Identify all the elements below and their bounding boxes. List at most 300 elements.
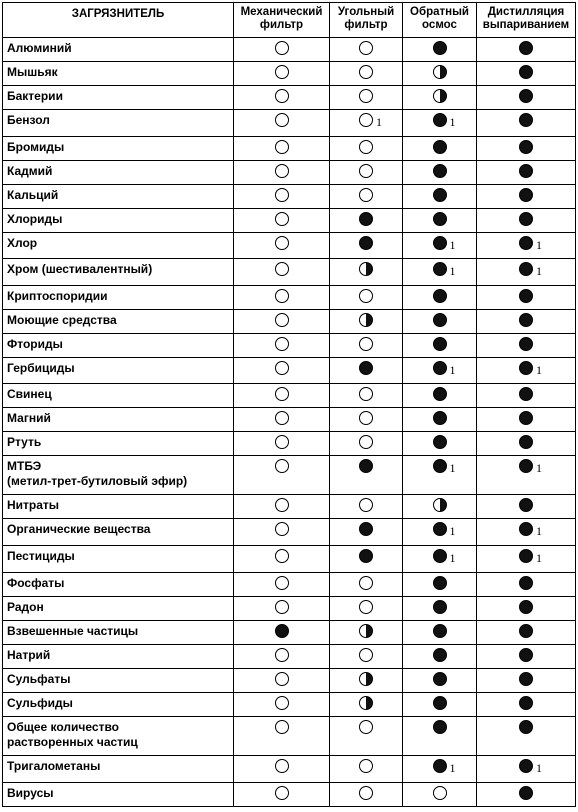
table-row xyxy=(3,756,576,783)
filled-circle-icon xyxy=(519,600,533,614)
rating-mark xyxy=(519,759,542,775)
rating-mark xyxy=(433,188,447,202)
rating-mark xyxy=(275,672,289,686)
cell-mechanical-filter xyxy=(234,432,330,456)
cell-reverse-osmosis xyxy=(403,161,477,185)
empty-circle-icon xyxy=(359,89,373,103)
filled-circle-icon xyxy=(433,188,447,202)
cell-mechanical-filter xyxy=(234,546,330,573)
filled-circle-icon xyxy=(519,212,533,226)
rating-mark xyxy=(359,361,373,375)
contaminant-name: Гербициды xyxy=(3,358,234,384)
half-filled-circle-icon xyxy=(359,262,373,276)
cell-reverse-osmosis xyxy=(403,86,477,110)
table-row xyxy=(3,310,576,334)
filled-circle-icon xyxy=(433,459,447,473)
filled-circle-icon xyxy=(519,435,533,449)
cell-reverse-osmosis xyxy=(403,717,477,756)
empty-circle-icon xyxy=(359,164,373,178)
table-row xyxy=(3,669,576,693)
empty-circle-icon xyxy=(275,65,289,79)
cell-reverse-osmosis xyxy=(403,783,477,807)
header-reverse-osmosis: Обратный осмос xyxy=(403,3,477,38)
filled-circle-icon xyxy=(433,289,447,303)
rating-mark xyxy=(359,600,373,614)
rating-mark xyxy=(519,576,533,590)
rating-mark xyxy=(433,411,447,425)
cell-distillation xyxy=(477,756,576,783)
rating-mark xyxy=(519,337,533,351)
rating-mark xyxy=(519,411,533,425)
cell-distillation xyxy=(477,717,576,756)
rating-mark xyxy=(519,140,533,154)
cell-distillation xyxy=(477,621,576,645)
cell-mechanical-filter xyxy=(234,495,330,519)
filled-circle-icon xyxy=(433,411,447,425)
contaminant-name: МТБЭ (метил-трет-бутиловый эфир) xyxy=(3,456,234,495)
cell-carbon-filter xyxy=(330,86,403,110)
cell-carbon-filter xyxy=(330,62,403,86)
contaminant-name: Взвешенные частицы xyxy=(3,621,234,645)
rating-mark xyxy=(433,648,447,662)
rating-mark xyxy=(433,337,447,351)
cell-distillation xyxy=(477,495,576,519)
empty-circle-icon xyxy=(275,387,289,401)
rating-mark xyxy=(433,498,447,512)
footnote-marker: 1 xyxy=(536,264,542,278)
filled-circle-icon xyxy=(433,313,447,327)
cell-distillation xyxy=(477,783,576,807)
cell-carbon-filter xyxy=(330,597,403,621)
empty-circle-icon xyxy=(275,313,289,327)
filled-circle-icon xyxy=(519,411,533,425)
empty-circle-icon xyxy=(359,188,373,202)
cell-reverse-osmosis xyxy=(403,310,477,334)
cell-mechanical-filter xyxy=(234,384,330,408)
footnote-marker: 1 xyxy=(449,461,456,475)
rating-mark xyxy=(433,164,447,178)
empty-circle-icon xyxy=(275,361,289,375)
rating-mark xyxy=(433,435,447,449)
contaminant-name: Нитраты xyxy=(3,495,234,519)
rating-mark xyxy=(275,65,289,79)
filled-circle-icon xyxy=(519,188,533,202)
rating-mark xyxy=(275,337,289,351)
rating-mark xyxy=(433,41,447,55)
cell-reverse-osmosis xyxy=(403,110,477,137)
cell-mechanical-filter xyxy=(234,783,330,807)
table-row xyxy=(3,621,576,645)
table-row xyxy=(3,334,576,358)
table-row xyxy=(3,137,576,161)
table-row xyxy=(3,110,576,137)
footnote-marker: 1 xyxy=(449,551,456,565)
cell-distillation xyxy=(477,597,576,621)
filled-circle-icon xyxy=(433,648,447,662)
cell-reverse-osmosis xyxy=(403,384,477,408)
cell-carbon-filter xyxy=(330,546,403,573)
cell-carbon-filter xyxy=(330,669,403,693)
cell-carbon-filter xyxy=(330,621,403,645)
empty-circle-icon xyxy=(275,236,289,250)
cell-mechanical-filter xyxy=(234,573,330,597)
rating-mark xyxy=(433,65,447,79)
cell-carbon-filter xyxy=(330,456,403,495)
empty-circle-icon xyxy=(359,113,373,127)
contaminant-name: Общее количество растворенных частиц xyxy=(3,717,234,756)
cell-distillation xyxy=(477,110,576,137)
header-distillation: Дистилляция выпариванием xyxy=(477,3,576,38)
filled-circle-icon xyxy=(519,459,533,473)
rating-mark xyxy=(519,262,542,278)
filled-circle-icon xyxy=(433,41,447,55)
filled-circle-icon xyxy=(519,672,533,686)
rating-mark xyxy=(359,549,373,563)
table-row xyxy=(3,495,576,519)
cell-carbon-filter xyxy=(330,519,403,546)
rating-mark xyxy=(519,387,533,401)
rating-mark xyxy=(275,41,289,55)
empty-circle-icon xyxy=(275,720,289,734)
rating-mark xyxy=(519,361,542,377)
cell-distillation xyxy=(477,62,576,86)
empty-circle-icon xyxy=(359,435,373,449)
table-row xyxy=(3,209,576,233)
filled-circle-icon xyxy=(433,262,447,276)
rating-mark xyxy=(275,212,289,226)
cell-reverse-osmosis xyxy=(403,621,477,645)
footnote-marker: 1 xyxy=(536,461,542,475)
rating-mark xyxy=(359,89,373,103)
filled-circle-icon xyxy=(359,212,373,226)
rating-mark xyxy=(275,89,289,103)
rating-mark xyxy=(275,720,289,734)
rating-mark xyxy=(359,720,373,734)
filled-circle-icon xyxy=(359,522,373,536)
rating-mark xyxy=(433,786,447,800)
footnote-marker: 1 xyxy=(536,238,542,252)
empty-circle-icon xyxy=(359,411,373,425)
empty-circle-icon xyxy=(359,759,373,773)
cell-reverse-osmosis xyxy=(403,645,477,669)
filled-circle-icon xyxy=(433,549,447,563)
table-row xyxy=(3,717,576,756)
cell-distillation xyxy=(477,408,576,432)
cell-reverse-osmosis xyxy=(403,233,477,259)
contaminant-filter-table xyxy=(2,2,576,807)
cell-distillation xyxy=(477,161,576,185)
cell-distillation xyxy=(477,233,576,259)
rating-mark xyxy=(359,648,373,662)
cell-distillation xyxy=(477,519,576,546)
contaminant-name: Бромиды xyxy=(3,137,234,161)
contaminant-name: Сульфиды xyxy=(3,693,234,717)
rating-mark xyxy=(433,459,456,475)
cell-carbon-filter xyxy=(330,38,403,62)
empty-circle-icon xyxy=(275,786,289,800)
rating-mark xyxy=(359,41,373,55)
cell-distillation xyxy=(477,137,576,161)
empty-circle-icon xyxy=(275,576,289,590)
empty-circle-icon xyxy=(275,522,289,536)
rating-mark xyxy=(519,549,542,565)
table-row xyxy=(3,519,576,546)
filled-circle-icon xyxy=(519,624,533,638)
empty-circle-icon xyxy=(275,648,289,662)
contaminant-name: Сульфаты xyxy=(3,669,234,693)
footnote-marker: 1 xyxy=(536,363,542,377)
cell-carbon-filter xyxy=(330,310,403,334)
rating-mark xyxy=(433,89,447,103)
empty-circle-icon xyxy=(359,720,373,734)
filled-circle-icon xyxy=(519,549,533,563)
filled-circle-icon xyxy=(519,337,533,351)
rating-mark xyxy=(519,600,533,614)
cell-mechanical-filter xyxy=(234,38,330,62)
contaminant-name: Свинец xyxy=(3,384,234,408)
rating-mark xyxy=(433,262,456,278)
rating-mark xyxy=(519,786,533,800)
cell-carbon-filter xyxy=(330,693,403,717)
cell-mechanical-filter xyxy=(234,597,330,621)
rating-mark xyxy=(433,720,447,734)
filled-circle-icon xyxy=(433,435,447,449)
rating-mark xyxy=(359,759,373,773)
filled-circle-icon xyxy=(519,41,533,55)
cell-reverse-osmosis xyxy=(403,137,477,161)
cell-carbon-filter xyxy=(330,137,403,161)
contaminant-name: Пестициды xyxy=(3,546,234,573)
cell-reverse-osmosis xyxy=(403,62,477,86)
table-row xyxy=(3,573,576,597)
rating-mark xyxy=(359,411,373,425)
cell-distillation xyxy=(477,209,576,233)
filled-circle-icon xyxy=(519,140,533,154)
filled-circle-icon xyxy=(433,576,447,590)
filled-circle-icon xyxy=(433,720,447,734)
contaminant-name: Магний xyxy=(3,408,234,432)
empty-circle-icon xyxy=(359,387,373,401)
contaminant-name: Тригалометаны xyxy=(3,756,234,783)
cell-mechanical-filter xyxy=(234,693,330,717)
cell-mechanical-filter xyxy=(234,233,330,259)
rating-mark xyxy=(519,435,533,449)
cell-distillation xyxy=(477,310,576,334)
cell-distillation xyxy=(477,38,576,62)
rating-mark xyxy=(433,522,456,538)
cell-mechanical-filter xyxy=(234,669,330,693)
contaminant-name: Мышьяк xyxy=(3,62,234,86)
cell-reverse-osmosis xyxy=(403,286,477,310)
filled-circle-icon xyxy=(519,576,533,590)
contaminant-name: Кадмий xyxy=(3,161,234,185)
cell-reverse-osmosis xyxy=(403,185,477,209)
rating-mark xyxy=(275,696,289,710)
table-row xyxy=(3,783,576,807)
filled-circle-icon xyxy=(433,236,447,250)
footnote-marker: 1 xyxy=(536,761,542,775)
filled-circle-icon xyxy=(433,600,447,614)
cell-reverse-osmosis xyxy=(403,756,477,783)
empty-circle-icon xyxy=(275,289,289,303)
rating-mark xyxy=(359,498,373,512)
cell-reverse-osmosis xyxy=(403,519,477,546)
rating-mark xyxy=(519,648,533,662)
cell-reverse-osmosis xyxy=(403,259,477,286)
rating-mark xyxy=(519,113,533,127)
filled-circle-icon xyxy=(433,140,447,154)
cell-mechanical-filter xyxy=(234,621,330,645)
half-filled-circle-icon xyxy=(433,65,447,79)
cell-reverse-osmosis xyxy=(403,546,477,573)
filled-circle-icon xyxy=(519,759,533,773)
rating-mark xyxy=(275,648,289,662)
contaminant-name: Бактерии xyxy=(3,86,234,110)
rating-mark xyxy=(275,576,289,590)
footnote-marker: 1 xyxy=(449,115,456,129)
table-row xyxy=(3,597,576,621)
rating-mark xyxy=(519,89,533,103)
cell-mechanical-filter xyxy=(234,645,330,669)
footnote-marker: 1 xyxy=(449,238,456,252)
empty-circle-icon xyxy=(275,188,289,202)
header-contaminant: ЗАГРЯЗНИТЕЛЬ xyxy=(3,3,234,38)
cell-reverse-osmosis xyxy=(403,693,477,717)
cell-reverse-osmosis xyxy=(403,456,477,495)
table-row xyxy=(3,259,576,286)
cell-reverse-osmosis xyxy=(403,573,477,597)
filled-circle-icon xyxy=(433,337,447,351)
cell-mechanical-filter xyxy=(234,408,330,432)
filled-circle-icon xyxy=(359,459,373,473)
rating-mark xyxy=(275,262,289,276)
table-row xyxy=(3,161,576,185)
rating-mark xyxy=(275,411,289,425)
footnote-marker: 1 xyxy=(449,524,456,538)
cell-mechanical-filter xyxy=(234,209,330,233)
half-filled-circle-icon xyxy=(359,313,373,327)
contaminant-name: Алюминий xyxy=(3,38,234,62)
cell-reverse-osmosis xyxy=(403,432,477,456)
filled-circle-icon xyxy=(433,522,447,536)
rating-mark xyxy=(433,140,447,154)
rating-mark xyxy=(519,522,542,538)
rating-mark xyxy=(519,188,533,202)
filled-circle-icon xyxy=(519,387,533,401)
empty-circle-icon xyxy=(275,498,289,512)
footnote-marker: 1 xyxy=(536,551,542,565)
rating-mark xyxy=(359,140,373,154)
empty-circle-icon xyxy=(275,337,289,351)
cell-reverse-osmosis xyxy=(403,597,477,621)
contaminant-name: Натрий xyxy=(3,645,234,669)
cell-reverse-osmosis xyxy=(403,358,477,384)
rating-mark xyxy=(275,113,289,127)
cell-distillation xyxy=(477,573,576,597)
rating-mark xyxy=(275,624,289,638)
empty-circle-icon xyxy=(359,498,373,512)
cell-carbon-filter xyxy=(330,717,403,756)
rating-mark xyxy=(359,113,382,129)
cell-mechanical-filter xyxy=(234,137,330,161)
footnote-marker: 1 xyxy=(449,264,456,278)
filled-circle-icon xyxy=(519,289,533,303)
rating-mark xyxy=(359,337,373,351)
rating-mark xyxy=(433,600,447,614)
rating-mark xyxy=(275,759,289,773)
contaminant-name: Радон xyxy=(3,597,234,621)
rating-mark xyxy=(359,672,373,686)
filled-circle-icon xyxy=(519,164,533,178)
table-row xyxy=(3,286,576,310)
rating-mark xyxy=(433,289,447,303)
cell-carbon-filter xyxy=(330,161,403,185)
filled-circle-icon xyxy=(433,113,447,127)
rating-mark xyxy=(359,696,373,710)
table-row xyxy=(3,38,576,62)
filled-circle-icon xyxy=(519,786,533,800)
table-row xyxy=(3,62,576,86)
table-row xyxy=(3,546,576,573)
cell-distillation xyxy=(477,456,576,495)
empty-circle-icon xyxy=(359,576,373,590)
cell-distillation xyxy=(477,432,576,456)
cell-distillation xyxy=(477,358,576,384)
rating-mark xyxy=(359,212,373,226)
cell-carbon-filter xyxy=(330,209,403,233)
rating-mark xyxy=(433,759,456,775)
filled-circle-icon xyxy=(275,624,289,638)
rating-mark xyxy=(519,459,542,475)
footnote-marker: 1 xyxy=(449,761,456,775)
rating-mark xyxy=(519,696,533,710)
rating-mark xyxy=(519,289,533,303)
rating-mark xyxy=(519,65,533,79)
filled-circle-icon xyxy=(519,648,533,662)
cell-mechanical-filter xyxy=(234,286,330,310)
rating-mark xyxy=(359,289,373,303)
filled-circle-icon xyxy=(519,361,533,375)
cell-mechanical-filter xyxy=(234,334,330,358)
rating-mark xyxy=(519,236,542,252)
rating-mark xyxy=(433,549,456,565)
contaminant-name: Ртуть xyxy=(3,432,234,456)
filled-circle-icon xyxy=(519,236,533,250)
rating-mark xyxy=(519,672,533,686)
rating-mark xyxy=(359,522,373,536)
cell-reverse-osmosis xyxy=(403,408,477,432)
cell-mechanical-filter xyxy=(234,310,330,334)
cell-carbon-filter xyxy=(330,756,403,783)
empty-circle-icon xyxy=(275,759,289,773)
table-row xyxy=(3,358,576,384)
filled-circle-icon xyxy=(433,672,447,686)
table-row xyxy=(3,693,576,717)
cell-mechanical-filter xyxy=(234,456,330,495)
filled-circle-icon xyxy=(433,696,447,710)
empty-circle-icon xyxy=(275,435,289,449)
cell-carbon-filter xyxy=(330,408,403,432)
contaminant-name: Бензол xyxy=(3,110,234,137)
empty-circle-icon xyxy=(275,600,289,614)
rating-mark xyxy=(359,435,373,449)
filled-circle-icon xyxy=(519,113,533,127)
cell-distillation xyxy=(477,259,576,286)
cell-distillation xyxy=(477,546,576,573)
filled-circle-icon xyxy=(519,313,533,327)
empty-circle-icon xyxy=(275,89,289,103)
table-row xyxy=(3,384,576,408)
